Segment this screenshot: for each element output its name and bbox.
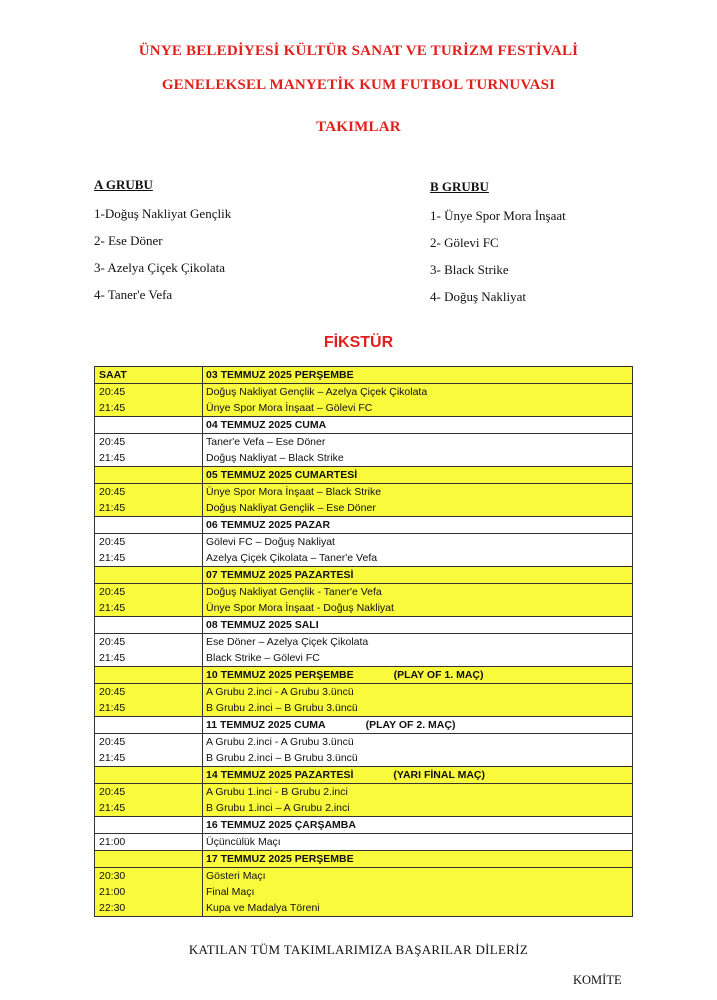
match-teams: B Grubu 2.inci – B Grubu 3.üncü <box>206 752 358 764</box>
time-cell <box>95 834 203 851</box>
day-note: (YARI FİNAL MAÇ) <box>393 769 486 781</box>
day-date: 14 TEMMUZ 2025 PAZARTESİ <box>206 769 354 781</box>
match-cell <box>203 834 633 851</box>
match-time: 21:45 <box>99 802 126 814</box>
match-cell <box>203 734 633 767</box>
match-time: 21:00 <box>99 836 126 848</box>
committee-signature: KOMİTE <box>573 973 622 987</box>
time-cell <box>95 384 203 417</box>
day-cell <box>203 367 633 384</box>
match-teams: A Grubu 1.inci - B Grubu 2.inci <box>206 786 348 798</box>
match-teams: Ünye Spor Mora İnşaat – Gölevi FC <box>206 402 373 414</box>
day-note: (PLAY OF 2. MAÇ) <box>365 719 456 731</box>
match-teams: Black Strike – Gölevi FC <box>206 652 320 664</box>
match-time: 20:45 <box>99 586 126 598</box>
group-a-team: 2- Ese Döner <box>94 233 163 248</box>
match-teams: A Grubu 2.inci - A Grubu 3.üncü <box>206 736 354 748</box>
group-a <box>94 177 231 313</box>
match-cell <box>203 584 633 617</box>
time-cell <box>95 734 203 767</box>
fixture-table <box>94 366 633 917</box>
day-date: 11 TEMMUZ 2025 CUMA <box>206 719 326 731</box>
match-row <box>95 484 633 517</box>
match-time: 20:45 <box>99 436 126 448</box>
match-teams: Üçüncülük Maçı <box>206 836 281 848</box>
match-teams: B Grubu 2.inci – B Grubu 3.üncü <box>206 702 358 714</box>
match-row <box>95 434 633 467</box>
match-cell <box>203 384 633 417</box>
match-teams: Final Maçı <box>206 886 255 898</box>
time-cell <box>95 534 203 567</box>
match-row <box>95 868 633 917</box>
match-teams: Gösteri Maçı <box>206 870 266 882</box>
time-header-cell <box>95 467 203 484</box>
day-header-row <box>95 767 633 784</box>
time-header-cell <box>95 817 203 834</box>
match-time: 21:00 <box>99 886 126 898</box>
day-header-row <box>95 467 633 484</box>
match-time: 20:45 <box>99 636 126 648</box>
match-row <box>95 634 633 667</box>
time-cell <box>95 434 203 467</box>
match-cell <box>203 684 633 717</box>
time-cell <box>95 484 203 517</box>
match-teams: Doğuş Nakliyat Gençlik – Ese Döner <box>206 502 376 514</box>
day-header-row <box>95 367 633 384</box>
fixture-title: FİKSTÜR <box>323 334 394 351</box>
time-header-cell <box>95 417 203 434</box>
day-date: 16 TEMMUZ 2025 ÇARŞAMBA <box>206 819 356 831</box>
match-time: 21:45 <box>99 602 126 614</box>
match-teams: Doğuş Nakliyat Gençlik - Taner'e Vefa <box>206 586 382 598</box>
match-cell <box>203 634 633 667</box>
group-a-title: A GRUBU <box>94 177 153 192</box>
match-time: 20:45 <box>99 386 126 398</box>
match-time: 21:45 <box>99 552 126 564</box>
match-time: 21:45 <box>99 752 126 764</box>
match-teams: Kupa ve Madalya Töreni <box>206 902 320 914</box>
day-cell <box>203 467 633 484</box>
day-cell <box>203 567 633 584</box>
match-teams: Doğuş Nakliyat Gençlik – Azelya Çiçek Çikolata <box>206 386 428 398</box>
match-row <box>95 584 633 617</box>
match-time: 20:45 <box>99 486 126 498</box>
time-cell <box>95 868 203 917</box>
day-header-row <box>95 617 633 634</box>
day-cell <box>203 617 633 634</box>
day-date: 08 TEMMUZ 2025 SALI <box>206 619 319 631</box>
match-teams: Doğuş Nakliyat – Black Strike <box>206 452 344 464</box>
day-date: 17 TEMMUZ 2025 PERŞEMBE <box>206 853 354 865</box>
match-time: 20:45 <box>99 686 126 698</box>
match-teams: Ünye Spor Mora İnşaat - Doğuş Nakliyat <box>206 602 394 614</box>
time-header-cell <box>95 667 203 684</box>
match-cell <box>203 434 633 467</box>
group-a-team: 3- Azelya Çiçek Çikolata <box>94 260 226 275</box>
day-cell <box>203 717 633 734</box>
match-teams: A Grubu 2.inci - A Grubu 3.üncü <box>206 686 354 698</box>
group-b-team: 2- Gölevi FC <box>430 235 499 250</box>
match-row <box>95 684 633 717</box>
match-time: 21:45 <box>99 402 126 414</box>
day-date: 05 TEMMUZ 2025 CUMARTESİ <box>206 469 358 481</box>
match-row <box>95 834 633 851</box>
group-b-team: 4- Doğuş Nakliyat <box>430 289 527 304</box>
match-time: 21:45 <box>99 652 126 664</box>
tournament-title: GENELEKSEL MANYETİK KUM FUTBOL TURNUVASI <box>161 77 556 93</box>
match-time: 20:45 <box>99 736 126 748</box>
match-teams: Taner'e Vefa – Ese Döner <box>206 436 326 448</box>
time-cell <box>95 784 203 817</box>
group-b-team: 3- Black Strike <box>430 262 509 277</box>
time-cell <box>95 684 203 717</box>
match-cell <box>203 868 633 917</box>
match-time: 22:30 <box>99 902 126 914</box>
day-date: 03 TEMMUZ 2025 PERŞEMBE <box>206 369 354 381</box>
group-a-team: 4- Taner'e Vefa <box>94 287 173 302</box>
teams-heading: TAKIMLAR <box>316 119 401 135</box>
day-note: (PLAY OF 1. MAÇ) <box>393 669 484 681</box>
match-cell <box>203 484 633 517</box>
group-a-team: 1-Doğuş Nakliyat Gençlik <box>94 206 232 221</box>
match-teams: B Grubu 1.inci – A Grubu 2.inci <box>206 802 350 814</box>
time-header-cell <box>95 517 203 534</box>
match-teams: Azelya Çiçek Çikolata – Taner'e Vefa <box>206 552 378 564</box>
time-cell <box>95 634 203 667</box>
match-row <box>95 384 633 417</box>
festival-title: ÜNYE BELEDİYESİ KÜLTÜR SANAT VE TURİZM FESTİVALİ <box>138 43 579 59</box>
day-header-row <box>95 851 633 868</box>
time-header-cell <box>95 851 203 868</box>
time-header-cell <box>95 567 203 584</box>
day-date: 10 TEMMUZ 2025 PERŞEMBE <box>206 669 354 681</box>
match-time: 21:45 <box>99 702 126 714</box>
day-cell <box>203 667 633 684</box>
time-cell <box>95 584 203 617</box>
group-b-team: 1- Ünye Spor Mora İnşaat <box>430 208 566 223</box>
group-b-title: B GRUBU <box>430 179 489 194</box>
time-header-cell <box>95 717 203 734</box>
match-time: 20:45 <box>99 536 126 548</box>
day-cell <box>203 417 633 434</box>
match-teams: Ese Döner – Azelya Çiçek Çikolata <box>206 636 369 648</box>
time-header-cell <box>95 767 203 784</box>
day-header-row <box>95 517 633 534</box>
match-time: 21:45 <box>99 502 126 514</box>
day-cell <box>203 817 633 834</box>
time-header-cell: SAAT <box>95 367 203 384</box>
match-row <box>95 534 633 567</box>
group-b <box>430 179 566 315</box>
match-time: 20:30 <box>99 870 126 882</box>
time-header-cell <box>95 617 203 634</box>
match-cell <box>203 534 633 567</box>
match-time: 21:45 <box>99 452 126 464</box>
footer-message: KATILAN TÜM TAKIMLARIMIZA BAŞARILAR DİLERİZ <box>188 942 529 957</box>
match-row <box>95 734 633 767</box>
match-row <box>95 784 633 817</box>
day-date: 04 TEMMUZ 2025 CUMA <box>206 419 327 431</box>
day-header-row <box>95 817 633 834</box>
match-cell <box>203 784 633 817</box>
day-date: 07 TEMMUZ 2025 PAZARTESİ <box>206 569 354 581</box>
day-header-row <box>95 417 633 434</box>
day-date: 06 TEMMUZ 2025 PAZAR <box>206 519 331 531</box>
day-header-row <box>95 717 633 734</box>
match-teams: Ünye Spor Mora İnşaat – Black Strike <box>206 486 382 498</box>
day-header-row <box>95 567 633 584</box>
match-teams: Gölevi FC – Doğuş Nakliyat <box>206 536 335 548</box>
day-cell <box>203 851 633 868</box>
match-time: 20:45 <box>99 786 126 798</box>
day-cell <box>203 767 633 784</box>
day-header-row <box>95 667 633 684</box>
day-cell <box>203 517 633 534</box>
